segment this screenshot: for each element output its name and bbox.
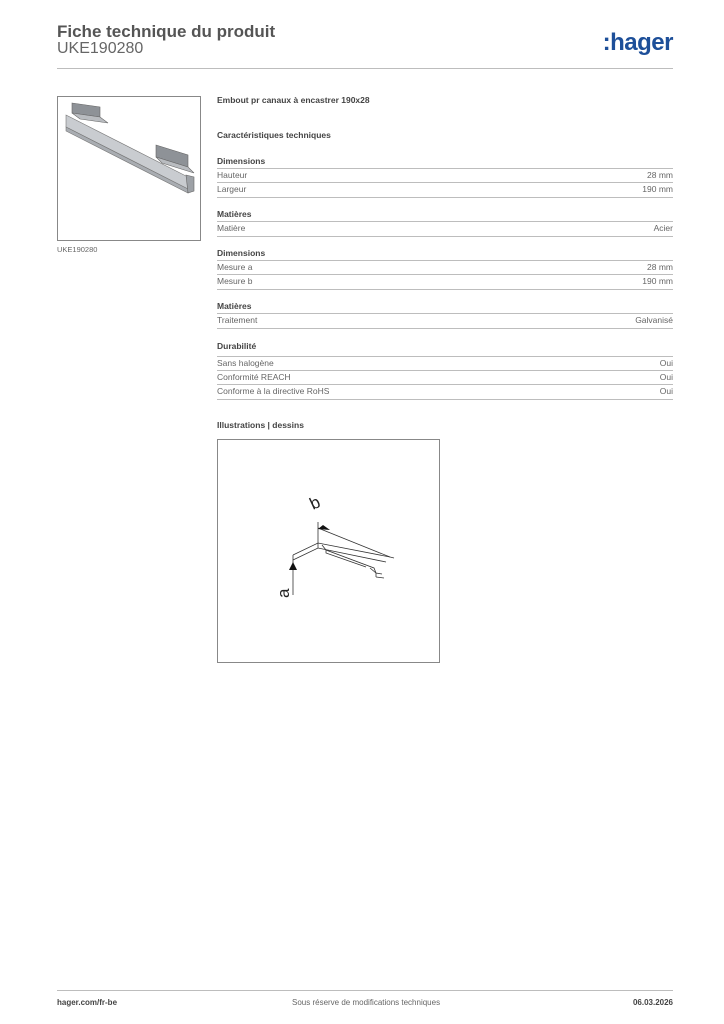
dimension-label-b: b <box>306 492 324 514</box>
illustrations-title: Illustrations | dessins <box>217 420 304 430</box>
spec-label: Sans halogène <box>217 358 274 368</box>
spec-label: Matière <box>217 223 246 233</box>
spec-row <box>217 260 673 275</box>
section-title: Durabilité <box>217 341 257 351</box>
spec-value: Oui <box>659 386 673 396</box>
spec-label: Conformité REACH <box>217 372 291 382</box>
section-title: Matières <box>217 301 252 311</box>
spec-label: Hauteur <box>217 170 248 180</box>
spec-row <box>217 221 673 237</box>
technical-characteristics-title: Caractéristiques techniques <box>217 130 331 140</box>
spec-row <box>217 274 673 290</box>
spec-row <box>217 384 673 400</box>
spec-value: 28 mm <box>647 262 673 272</box>
page-header <box>57 20 673 70</box>
spec-label: Largeur <box>217 184 247 194</box>
product-image <box>57 96 201 241</box>
product-image-caption: UKE190280 <box>57 245 98 254</box>
spec-value: Oui <box>659 358 673 368</box>
spec-row <box>217 370 673 385</box>
spec-value: Oui <box>659 372 673 382</box>
section-title: Matières <box>217 209 252 219</box>
footer-date: 06.03.2026 <box>632 998 673 1007</box>
spec-label: Traitement <box>217 315 258 325</box>
header-divider <box>57 68 673 69</box>
hager-logo: :hager <box>602 29 673 56</box>
section-title: Dimensions <box>217 248 266 258</box>
product-name: Embout pr canaux à encastrer 190x28 <box>217 95 370 105</box>
spec-row <box>217 356 673 371</box>
page-title: Fiche technique du produit <box>57 22 276 41</box>
spec-value: 28 mm <box>647 170 673 180</box>
footer-divider <box>57 990 673 991</box>
dimension-label-a: a <box>274 588 293 598</box>
spec-label: Mesure a <box>217 262 253 272</box>
footer-website[interactable]: hager.com/fr-be <box>57 998 118 1007</box>
dimension-drawing <box>217 439 440 663</box>
spec-label: Mesure b <box>217 276 253 286</box>
spec-row <box>217 168 673 183</box>
footer-disclaimer: Sous réserve de modifications techniques <box>292 998 441 1007</box>
spec-value: Acier <box>653 223 673 233</box>
product-reference: UKE190280 <box>57 40 144 57</box>
spec-value: 190 mm <box>642 276 673 286</box>
spec-label: Conforme à la directive RoHS <box>217 386 330 396</box>
spec-value: 190 mm <box>642 184 673 194</box>
spec-row <box>217 182 673 198</box>
section-title: Dimensions <box>217 156 266 166</box>
spec-row <box>217 313 673 329</box>
spec-value: Galvanisé <box>635 315 673 325</box>
